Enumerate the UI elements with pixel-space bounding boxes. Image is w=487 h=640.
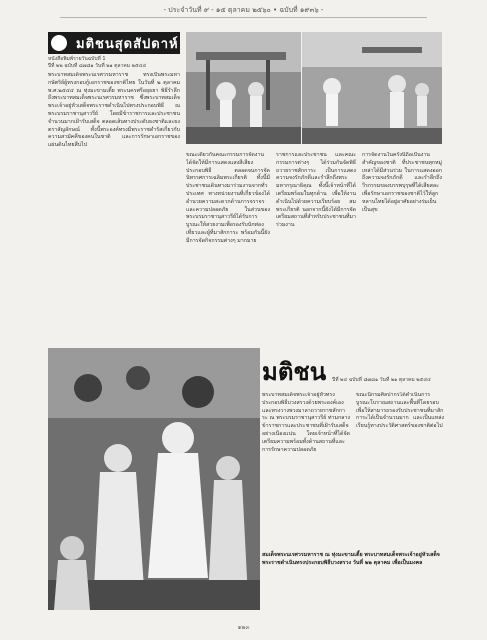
matichon-logo: มติชน: [262, 357, 327, 386]
article-column-1: พระบาทสมเด็จพระนเรศวรมหาราช ทรงเป็นพระมหากษัตริย์ผู้ทรงกอบกู้เอกราชของชาติไทย ในวันที่ ๒ ตุลาคม พ.ศ.๒๕๔๔ ณ ทุ่งมะขามเตี้ย พระนครศรีอยุธยา พิธีรำลึกถึงพระบาทสมเด็จพระนเรศวรมหาราช ซึ่งพระบาทสมเด็จพระเจ้าอยู่หัวเสด็จพระราชดำเนินไปทรงประกอบพิธี ณ พระบรมราชานุสาวรีย์ โดยมีข้าราชการและประชาชนจำนวนมากเฝ้ารับเสด็จ ตลอดเส้นทางประดับธงชาติและธงตราสัญลักษณ์ ทั้งนี้พระองค์ทรงมีพระราชดำรัสเกี่ยวกับความสามัคคีของคนในชาติ และการรักษาเอกราชของแผ่นดินไทยสืบไป: [48, 72, 180, 149]
article-column-4b: ขณะนี้กรมศิลปากรได้ดำเนินการบูรณะโบราณสถานและพื้นที่โดยรอบ เพื่อให้สามารถรองรับประชาชนที่มาสักการะได้เป็นจำนวนมาก และเป็นแหล่งเรียนรู้ทางประวัติศาสตร์ของชาติต่อไป: [356, 392, 444, 430]
page-number: ๑๒๓: [237, 624, 250, 631]
ceremony-photo-1: [186, 32, 301, 144]
photo-caption: สมเด็จพระนเรศวรมหาราช ณ ทุ่งมะขามเตี้ย พระบาทสมเด็จพระเจ้าอยู่หัวเสด็จพระราชดำเนินทรงประกอบพิธีบวงสรวง วันที่ ๒๒ ตุลาคม เพื่อเป็นมงคล: [262, 552, 440, 566]
newspaper-emblem-icon: [48, 32, 70, 54]
masthead-dateline: ปีที่ ๒๒ ฉบับที่ ๘๗๘๑ วันที่ ๒๑ ตุลาคม ๒๕๔๔: [48, 63, 147, 69]
page-header: - ประจำวันที่ ๙ - ๑๕ ตุลาคม ๒๕๖๐ • ฉบับที่ ๑๙๓๖ -: [163, 6, 324, 14]
royal-ceremony-photo: [48, 348, 260, 610]
article-column-4: การจัดงานในครั้งนี้ถือเป็นงานสำคัญของชาติ ที่ประชาชนทุกหมู่เหล่าได้มีส่วนร่วม ในการแสดงออกถึงความจงรักภักดี และรำลึกถึงวีรกรรมของบรรพบุรุษที่ได้เสียสละเพื่อรักษาเอกราชของชาติไว้ให้ลูกหลานไทยได้อยู่อาศัยอย่างร่มเย็นเป็นสุข: [362, 152, 442, 213]
matichon-meta: ปีที่ ๒๔ ฉบับที่ ๘๗๘๑ วันที่ ๒๑ ตุลาคม ๒๕๔๔: [332, 377, 431, 383]
masthead: [48, 32, 180, 54]
matichon-block: [262, 358, 444, 384]
article-column-2: ขณะเดียวกันคณะกรรมการจัดงานได้จัดให้มีการแสดงแสงสีเสียงประกอบพิธี ตลอดจนการจัดนิทรรศการเฉลิมพระเกียรติ ทั้งนี้มีประชาชนเดินทางมาร่วมงานจากทั่วประเทศ ทางหน่วยงานที่เกี่ยวข้องได้อำนวยความสะดวกด้านการจราจรและความปลอดภัย ในส่วนของพระบรมราชานุสาวรีย์ได้รับการบูรณะให้สวยงามเพื่อรองรับนักท่องเที่ยวและผู้ที่มาสักการะ พร้อมกันนี้ยังมีการจัดกิจกรรมต่างๆ มากมาย: [186, 152, 270, 244]
masthead-name: มติชนสุดสัปดาห์: [76, 36, 179, 52]
ceremony-photo-2: [302, 32, 442, 144]
masthead-subtitle: หนังสือพิมพ์รายวันฉบับที่ 1: [48, 56, 106, 62]
header-rule: [60, 17, 427, 18]
article-column-3: ราชการและประชาชน และคณะกรรมการต่างๆ ได้ร่วมกันจัดพิธีถวายราชสักการะ เป็นการแสดงความจงรักภักดีและรำลึกถึงพระมหากรุณาธิคุณ ทั้งนี้เจ้าหน้าที่ได้เตรียมพร้อมในทุกด้าน เพื่อให้งานดำเนินไปด้วยความเรียบร้อย สมพระเกียรติ นอกจากนี้ยังได้มีการจัดเตรียมสถานที่สำหรับประชาชนที่มาร่วมงาน: [276, 152, 356, 229]
article-column-3b: พระบาทสมเด็จพระเจ้าอยู่หัวทรงประกอบพิธีบวงสรวงด้วยพระองค์เอง และทรงวางพวงมาลาถวายราชสักการะ ณ พระบรมราชานุสาวรีย์ ท่ามกลางข้าราชการและประชาชนที่เฝ้ารับเสด็จอย่างเนืองแน่น โดยเจ้าหน้าที่ได้จัดเตรียมความพร้อมทั้งด้านสถานที่และการรักษาความปลอดภัย: [262, 392, 350, 453]
